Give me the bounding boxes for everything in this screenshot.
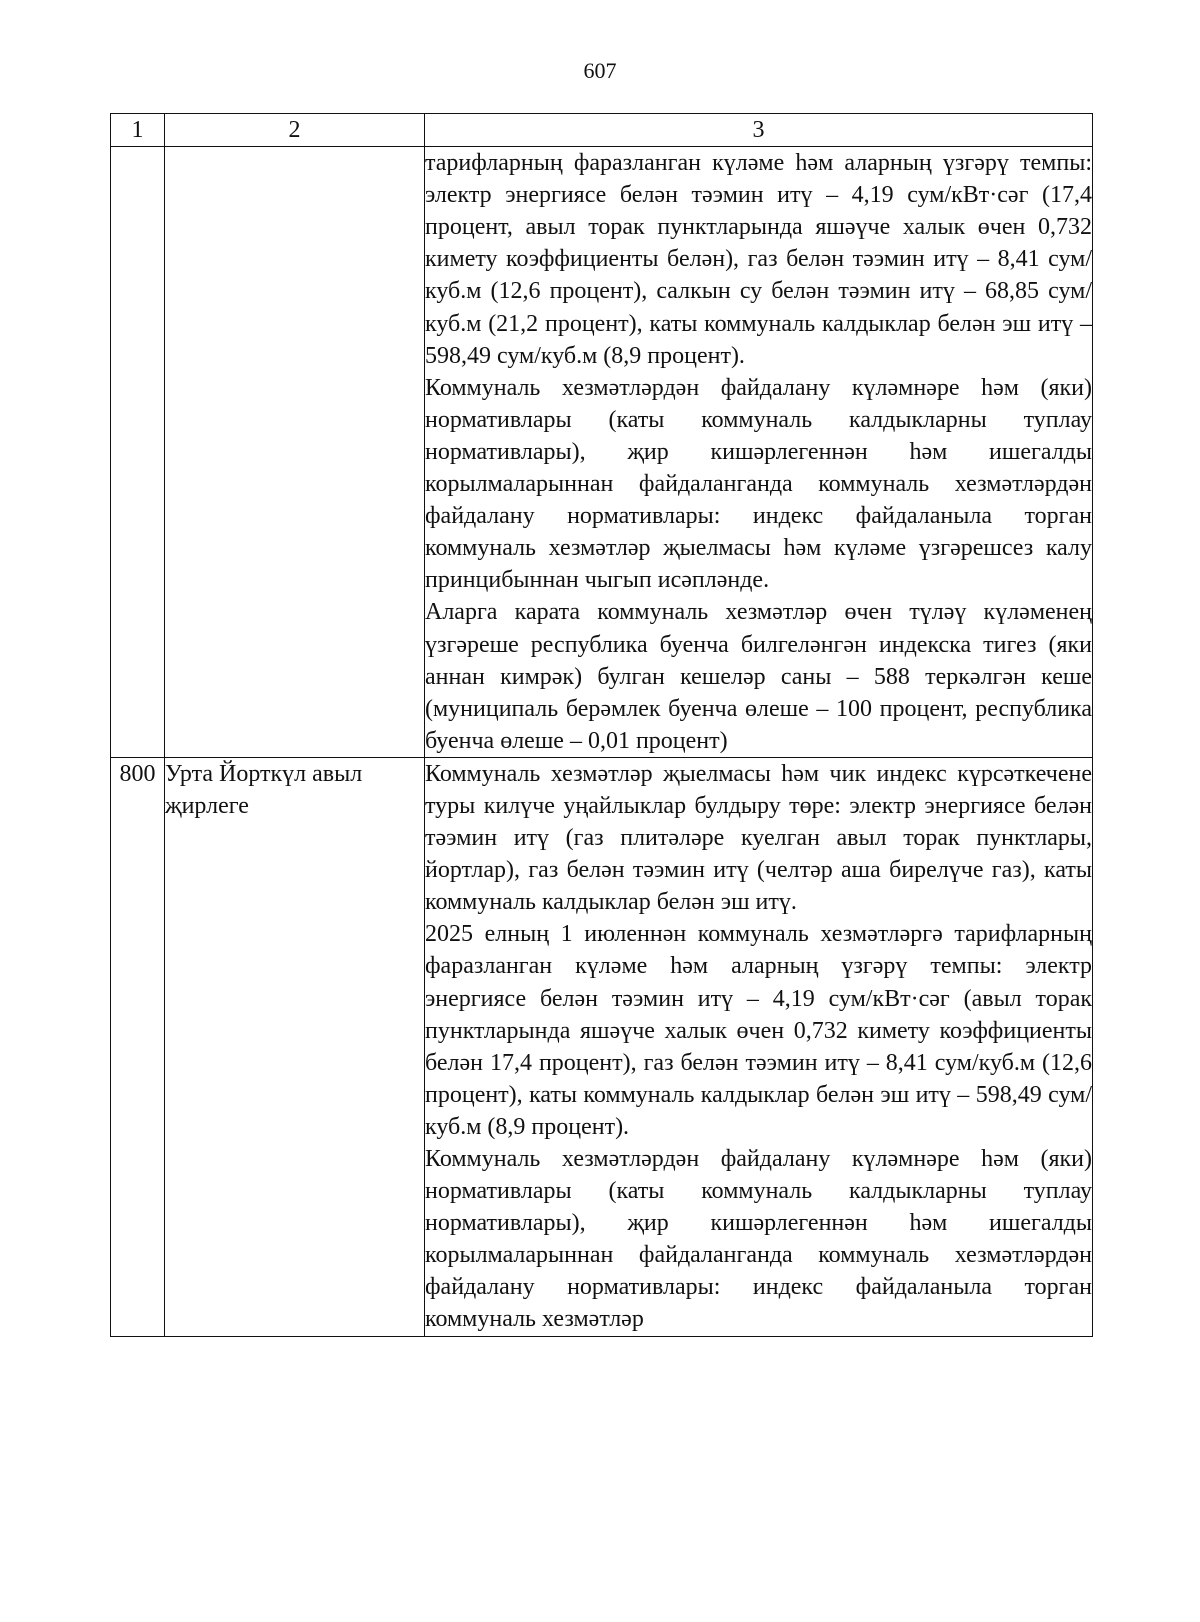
row-number-cell (111, 147, 165, 758)
column-header-3: 3 (425, 114, 1093, 147)
municipality-table (110, 113, 1093, 1337)
municipality-name-cell (165, 147, 425, 758)
description-cell (425, 147, 1093, 758)
municipality-name-cell: Урта Йорткүл авыл җирлеге (165, 757, 425, 1336)
table-header-row (111, 114, 1093, 147)
norms-paragraph: Коммуналь хезмәтләрдән файдалану күләмнәре һәм (яки) нормативлары (каты коммуналь калдыкларны туплау нормативлары), җир кишәрлегеннән һәм ишегалды корылмаларыннан файдаланганда коммуналь хезмәтләрдән файдалану нормативлары: индекс файдаланыла торган коммуналь хезмәтләр җыелмасы һәм күләме үзгәрешсез калу принцибыннан чыгып исәпләнде. (425, 374, 1092, 594)
table-row-continued (111, 147, 1093, 758)
description-cell (425, 757, 1093, 1336)
people-count-paragraph: Аларга карата коммуналь хезмәтләр өчен түләү күләменең үзгәреше республика буенча билгеләнгән индекска тигез (яки аннан кимрәк) булган кешеләр саны – 588 теркәлгән кеше (муниципаль берәмлек буенча өлеше – 100 процент, республика буенча өлеше – 0,01 процент) (425, 599, 1092, 754)
page-number: 607 (583, 58, 617, 83)
services-paragraph: Коммуналь хезмәтләр җыелмасы һәм чик индекс күрсәткечене туры килүче уңайлыклар булдыру төре: электр энергиясе белән тәэмин итү (газ плитәләре куелган авыл торак пунктлары, йортлар), газ белән тәэмин итү (челтәр аша бирелүче газ), каты коммуналь калдыклар белән эш итү. (425, 760, 1092, 916)
table-row (111, 757, 1093, 1336)
tariff-paragraph: тарифларның фаразланган күләме һәм аларның үзгәрү темпы: электр энергиясе белән тәэмин итү – 4,19 сум/кВт·сәг (17,4 процент, авыл торак пунктларында яшәүче халык өчен 0,732 кимету коэффициенты белән), газ белән тәэмин итү – 8,41 сум/куб.м (12,6 процент), салкын су белән тәэмин итү – 68,85 сум/куб.м (21,2 процент), каты коммуналь калдыклар белән эш итү – 598,49 сум/куб.м (8,9 процент). (425, 150, 1092, 369)
norms-paragraph: Коммуналь хезмәтләрдән файдалану күләмнәре һәм (яки) нормативлары (каты коммуналь калдыкларны туплау нормативлары), җир кишәрлегеннән һәм ишегалды корылмаларыннан файдаланганда коммуналь хезмәтләрдән файдалану нормативлары: индекс файдаланыла торган коммуналь хезмәтләр (425, 1146, 1092, 1333)
column-header-1: 1 (111, 114, 165, 147)
row-number-cell: 800 (111, 757, 165, 1336)
column-header-2: 2 (165, 114, 425, 147)
tariff-paragraph: 2025 елның 1 июленнән коммуналь хезмәтләргә тарифларның фаразланган күләме һәм аларның үзгәрү темпы: электр энергиясе белән тәэмин итү – 4,19 сум/кВт·сәг (авыл торак пунктларында яшәүче халык өчен 0,732 кимету коэффициенты белән 17,4 процент), газ белән тәэмин итү – 8,41 сум/куб.м (12,6 процент), каты коммуналь калдыклар белән эш итү – 598,49 сум/куб.м (8,9 процент). (425, 921, 1092, 1140)
